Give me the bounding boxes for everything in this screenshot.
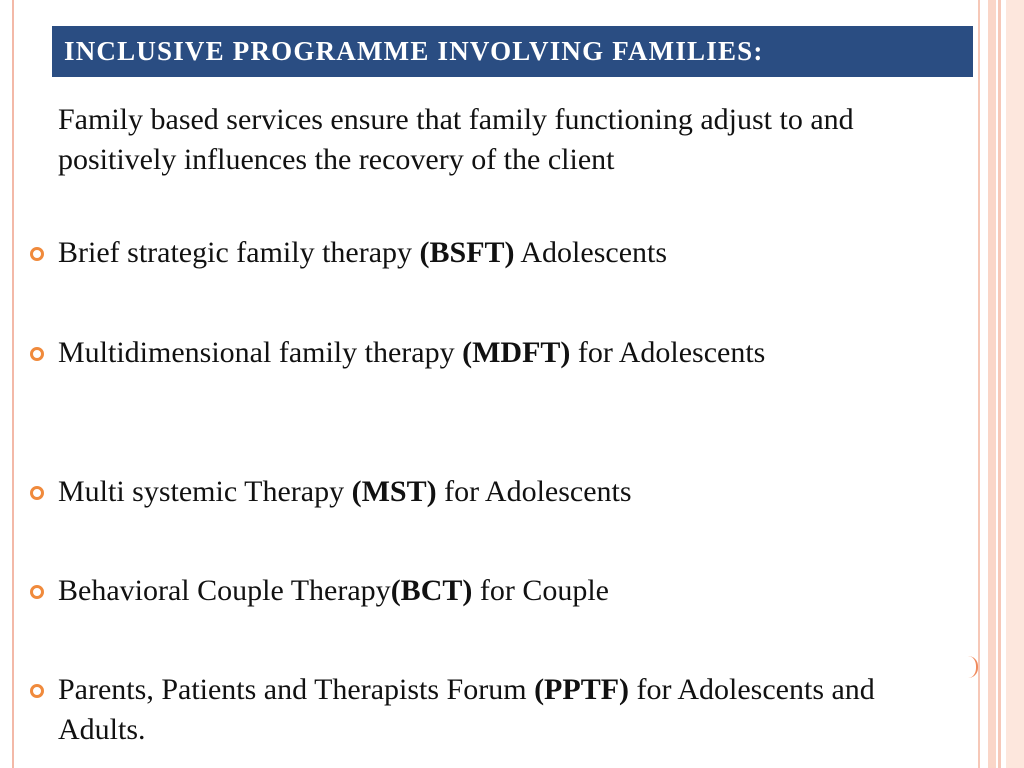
bullet-text: Adolescents — [514, 236, 668, 269]
circle-bullet-icon — [30, 585, 44, 599]
bullet-abbreviation: (MDFT) — [462, 336, 571, 369]
bullet-abbreviation: (MST) — [351, 475, 437, 508]
bullet-item — [58, 472, 938, 512]
bullet-text: Multidimensional family therapy — [58, 336, 463, 369]
decor-strip — [1006, 0, 1024, 768]
bullet-item — [58, 233, 938, 273]
left-decor-rule — [12, 0, 14, 768]
circle-bullet-icon — [30, 347, 44, 361]
bullet-item — [58, 670, 938, 750]
decor-strip — [998, 0, 1001, 768]
bullet-text: Brief strategic family therapy — [58, 236, 420, 269]
circle-bullet-icon — [30, 684, 44, 698]
decor-arc — [968, 656, 978, 678]
bullet-abbreviation: (PPTF) — [534, 673, 630, 706]
bullet-text: Behavioral Couple Therapy — [58, 574, 391, 607]
bullet-text: Parents, Patients and Therapists Forum — [58, 673, 535, 706]
bullet-text: for Adolescents and Adults. — [58, 673, 875, 746]
right-decor-strips — [978, 0, 1024, 768]
bullet-abbreviation: (BSFT) — [419, 236, 515, 269]
bullet-abbreviation: (BCT) — [390, 574, 473, 607]
bullet-text: Multi systemic Therapy — [58, 475, 352, 508]
bullet-item — [58, 571, 938, 611]
circle-bullet-icon — [30, 486, 44, 500]
bullet-item — [58, 333, 938, 373]
slide-title: INCLUSIVE PROGRAMME INVOLVING FAMILIES: — [64, 36, 764, 66]
decor-strip — [988, 0, 996, 768]
bullet-text: for Adolescents — [570, 336, 766, 369]
bullet-text: for Adolescents — [436, 475, 632, 508]
circle-bullet-icon — [30, 247, 44, 261]
intro-paragraph: Family based services ensure that family functioning adjust to and positively influences the recovery of the client — [58, 103, 854, 176]
bullet-text: for Couple — [472, 574, 609, 607]
decor-strip — [978, 0, 980, 768]
title-bar — [52, 26, 973, 77]
